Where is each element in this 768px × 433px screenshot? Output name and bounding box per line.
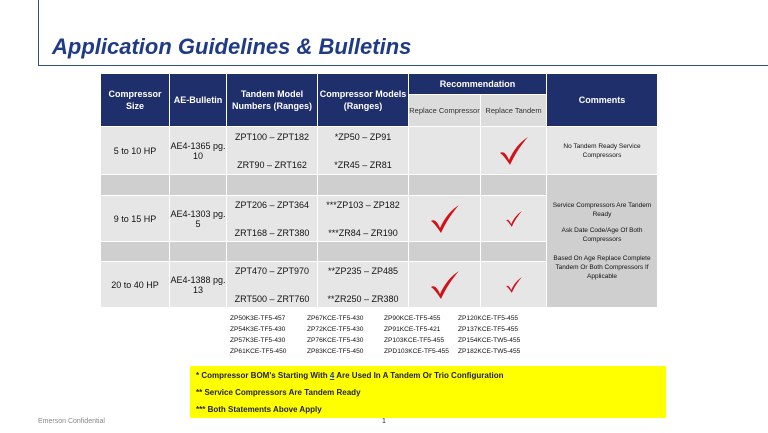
cell-model-range (318, 127, 409, 175)
cell-model-range (318, 262, 409, 308)
spacer-cell (481, 242, 547, 262)
cell-replace-tandem (481, 196, 547, 242)
page-title: Application Guidelines & Bulletins (52, 34, 412, 59)
footnote-text: Are Used In A Tandem Or Trio Configuration (334, 371, 504, 380)
header-replace-compressor: Replace Compressor (409, 95, 481, 127)
model-range-zp: ***ZP103 – ZP182 (326, 199, 400, 210)
model-number: ZP182KCE-TW5-455 (458, 348, 521, 355)
model-number: ZP67KCE-TF5-430 (307, 315, 364, 322)
cell-comment: No Tandem Ready Service Compressors (547, 127, 658, 175)
cell-size: 5 to 10 HP (101, 127, 170, 175)
cell-bulletin: AE4-1388 pg. 13 (170, 262, 227, 308)
header-recommendation: Recommendation (409, 74, 547, 95)
checkmark-icon (428, 203, 462, 235)
cell-size: 20 to 40 HP (101, 262, 170, 308)
cell-replace-compressor (409, 262, 481, 308)
footnote-single-star (196, 368, 666, 385)
list-item (230, 324, 550, 335)
header-compressor-models: Compressor Models (Ranges) (318, 74, 409, 127)
model-number: ZP137KCE-TF5-455 (458, 326, 519, 333)
model-number: ZP50K3E-TF5-457 (230, 315, 286, 322)
model-range-zr: ***ZR84 – ZR190 (328, 227, 398, 238)
model-number: ZP90KCE-TF5-455 (384, 315, 441, 322)
spacer-cell (409, 242, 481, 262)
list-item (230, 346, 550, 357)
cell-model-range (318, 196, 409, 242)
tandem-range-zp: ZPT470 – ZPT970 (234, 265, 310, 276)
checkmark-small-icon (504, 276, 524, 294)
model-number: ZP103KCE-TF5-455 (384, 337, 445, 344)
list-item (230, 335, 550, 346)
table-spacer-row (101, 175, 658, 196)
footnotes-box (190, 366, 666, 418)
model-range-zr: *ZR45 – ZR81 (334, 159, 392, 170)
cell-replace-compressor (409, 196, 481, 242)
spacer-cell (318, 242, 409, 262)
model-number-list (230, 313, 550, 357)
model-range-zp: *ZP50 – ZP91 (334, 131, 392, 142)
model-number: ZP72KCE-TF5-430 (307, 326, 364, 333)
tandem-range-zr: ZRT168 – ZRT380 (234, 227, 310, 238)
model-number: ZPD103KCE-TF5-455 (384, 348, 449, 355)
spacer-cell (170, 175, 227, 196)
title-accent-horizontal-line (38, 65, 768, 66)
spacer-cell (227, 175, 318, 196)
checkmark-small-icon (504, 210, 524, 228)
comment-tandem-ready: Service Compressors Are Tandem Ready (552, 202, 652, 218)
header-replace-tandem: Replace Tandem (481, 95, 547, 127)
cell-replace-tandem (481, 262, 547, 308)
spacer-cell (227, 242, 318, 262)
list-item (230, 313, 550, 324)
model-number: ZP91KCE-TF5-421 (384, 326, 441, 333)
tandem-range-zr: ZRT90 – ZRT162 (237, 159, 307, 170)
model-number: ZP57K3E-TF5-430 (230, 337, 286, 344)
footnote-triple-star: *** Both Statements Above Apply (196, 405, 322, 414)
cell-replace-compressor (409, 127, 481, 175)
cell-bulletin: AE4-1303 pg. 5 (170, 196, 227, 242)
cell-replace-tandem (481, 127, 547, 175)
footer-confidential: Emerson Confidential (38, 418, 105, 425)
model-number: ZP54K3E-TF5-430 (230, 326, 286, 333)
cell-bulletin: AE4-1365 pg. 10 (170, 127, 227, 175)
spacer-cell (101, 242, 170, 262)
table-row (101, 127, 658, 175)
checkmark-icon (428, 269, 462, 301)
spacer-cell (318, 175, 409, 196)
guidelines-table (100, 73, 658, 308)
spacer-cell (481, 175, 547, 196)
comment-date-code: Ask Date Code/Age Of Both Compressors (561, 227, 643, 243)
title-accent-vertical-line (38, 0, 39, 66)
cell-size: 9 to 15 HP (101, 196, 170, 242)
header-tandem-models: Tandem Model Numbers (Ranges) (227, 74, 318, 127)
cell-tandem-range (227, 262, 318, 308)
spacer-cell (170, 242, 227, 262)
cell-comment-group (547, 175, 658, 308)
model-number: ZP83KCE-TF5-450 (307, 348, 364, 355)
header-ae-bulletin: AE-Bulletin (170, 74, 227, 127)
model-number: ZP61KCE-TF5-450 (230, 348, 287, 355)
model-number: ZP120KCE-TF5-455 (458, 315, 519, 322)
cell-tandem-range (227, 196, 318, 242)
comment-replace-both: Based On Age Replace Complete Tandem Or Both Compressors If Applicable (553, 255, 651, 280)
checkmark-icon (497, 135, 531, 167)
header-comments: Comments (547, 74, 658, 127)
model-number: ZP76KCE-TF5-430 (307, 337, 364, 344)
tandem-range-zr: ZRT500 – ZRT760 (234, 293, 310, 304)
header-compressor-size: Compressor Size (101, 74, 170, 127)
model-range-zr: **ZR250 – ZR380 (327, 293, 399, 304)
model-range-zp: **ZP235 – ZP485 (327, 265, 399, 276)
spacer-cell (101, 175, 170, 196)
footnote-double-star: ** Service Compressors Are Tandem Ready (196, 388, 361, 397)
tandem-range-zp: ZPT206 – ZPT364 (234, 199, 310, 210)
tandem-range-zp: ZPT100 – ZPT182 (234, 131, 310, 142)
page-number: 1 (382, 418, 386, 425)
cell-tandem-range (227, 127, 318, 175)
footnote-text: * Compressor BOM's Starting With (196, 371, 330, 380)
footnote-bom-digit: 4 (329, 371, 335, 380)
spacer-cell (409, 175, 481, 196)
table-header-row (101, 74, 658, 95)
model-number: ZP154KCE-TW5-455 (458, 337, 521, 344)
